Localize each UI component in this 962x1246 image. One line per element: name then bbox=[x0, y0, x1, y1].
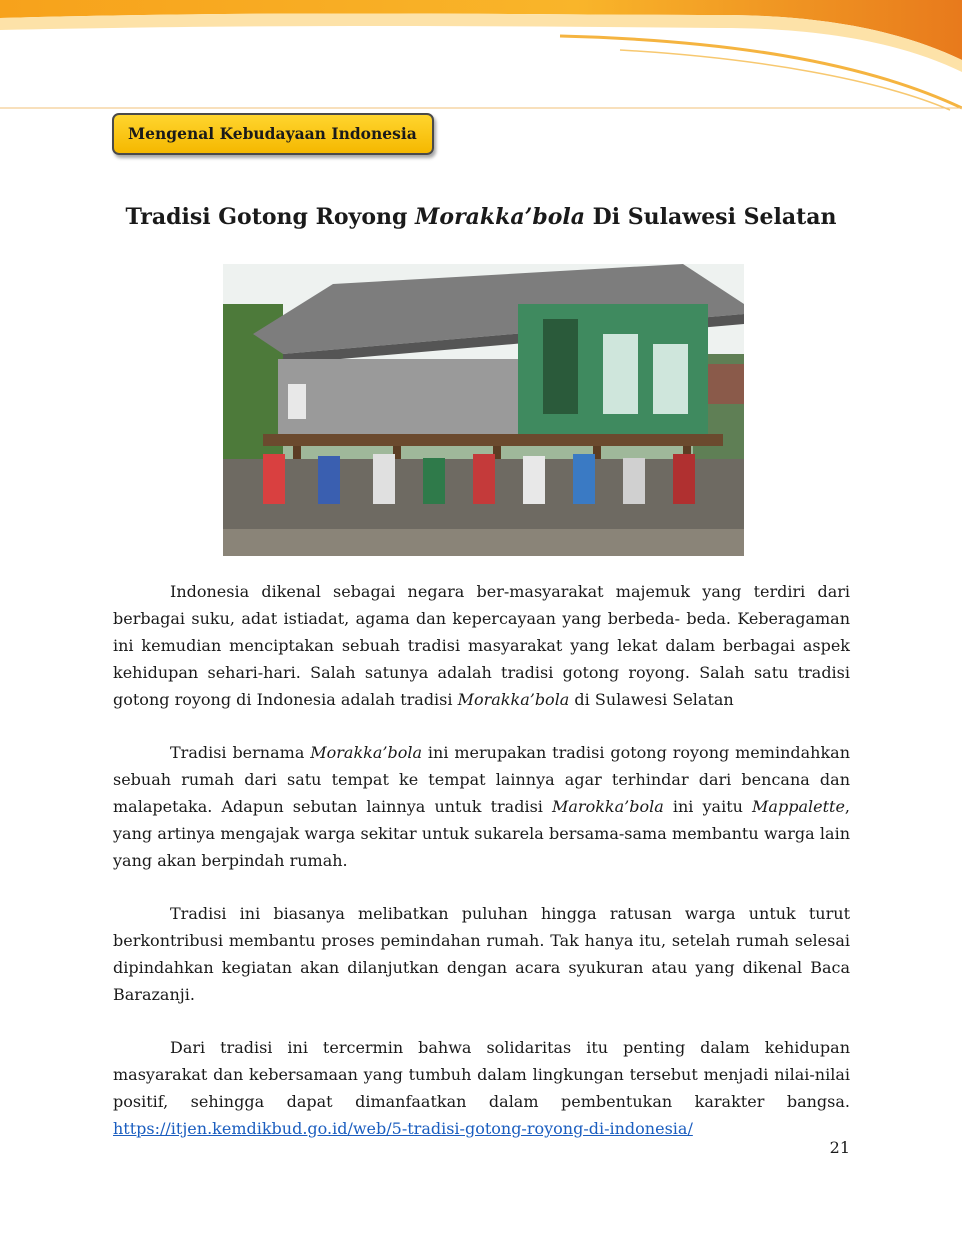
paragraph-2: Tradisi bernama Morakka’bola ini merupakan tradisi gotong royong memindahkan sebuah rumah dari satu tempat ke tempat lainnya agar terhindar dari bencana dan malapetaka. Adapun sebutan lainnya untuk tradisi Marokka’bola ini yaitu Mappalette, yang artinya mengajak warga sekitar untuk sukarela bersama-sama membantu warga lain yang akan berpindah rumah. bbox=[113, 743, 850, 870]
header-wave-decoration bbox=[0, 0, 962, 120]
paragraph-3: Tradisi ini biasanya melibatkan puluhan hingga ratusan warga untuk turut berkontribusi membantu proses pemindahan rumah. Tak hanya itu, setelah rumah selesai dipindahkan kegiatan akan dilanjutkan dengan acara syukuran atau yang dikenal Baca Barazanji. bbox=[113, 904, 850, 1004]
paragraph-4: Dari tradisi ini tercermin bahwa solidaritas itu penting dalam kehidupan masyarakat dan kebersamaan yang tumbuh dalam lingkungan tersebut menjadi nilai-nilai positif, sehingga dapat dimanfaatkan dalam pembentukan karakter bangsa. https://itjen.kemdikbud.go.id/web/5-tradisi-gotong-royong-di-indonesia/ bbox=[113, 1038, 850, 1138]
house-moving-photo bbox=[223, 264, 744, 556]
source-link[interactable]: https://itjen.kemdikbud.go.id/web/5-tradisi-gotong-royong-di-indonesia/ bbox=[113, 1119, 693, 1138]
section-badge: Mengenal Kebudayaan Indonesia bbox=[112, 113, 434, 155]
article-body bbox=[113, 578, 850, 1142]
page-number: 21 bbox=[829, 1138, 850, 1157]
page-title: Tradisi Gotong Royong Morakka’bola Di Sulawesi Selatan bbox=[125, 204, 837, 230]
paragraph-1: Indonesia dikenal sebagai negara ber-masyarakat majemuk yang terdiri dari berbagai suku, adat istiadat, agama dan kepercayaan yang berbeda- beda. Keberagaman ini kemudian menciptakan sebuah tradisi masyarakat yang lekat dalam berbagai aspek kehidupan sehari-hari. Salah satunya adalah tradisi gotong royong. Salah satu tradisi gotong royong di Indonesia adalah tradisi Morakka’bola di Sulawesi Selatan bbox=[113, 582, 850, 709]
